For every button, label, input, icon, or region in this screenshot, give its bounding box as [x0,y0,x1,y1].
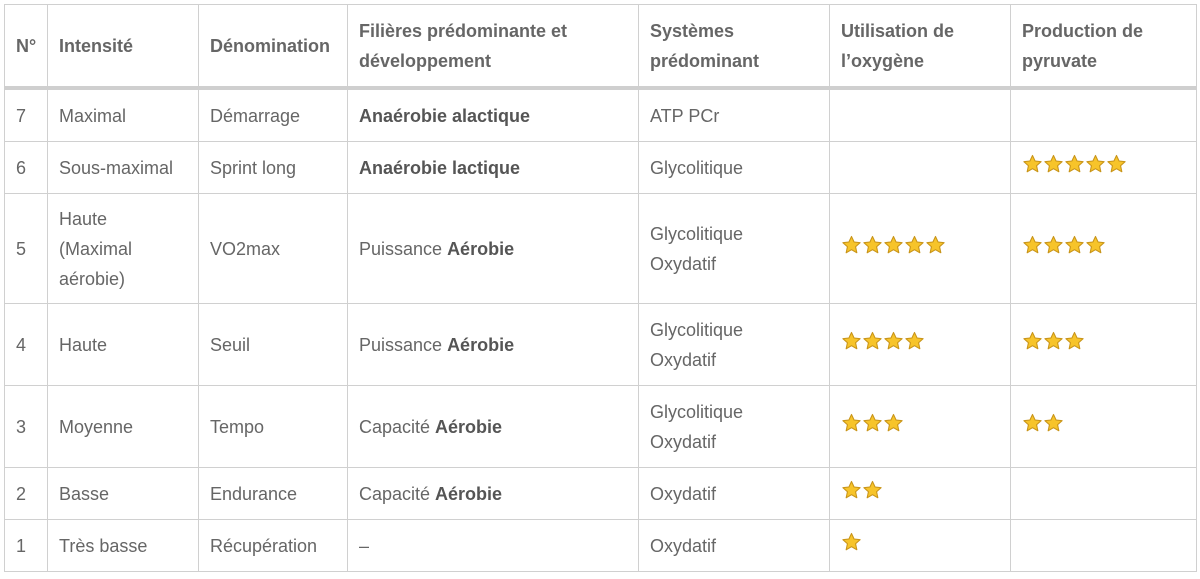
cell-num: 7 [5,88,48,142]
star-icon [1064,331,1085,351]
cell-filiere [348,386,639,468]
cell-denomination: Sprint long [199,142,348,194]
intensite-text: Sous-maximal [59,157,174,178]
filiere-prefix: Puissance [359,334,448,355]
table-row [5,194,1197,304]
star-icon [1022,235,1043,255]
intensite-text: Haute [59,208,108,229]
cell-denomination: Démarrage [199,88,348,142]
star-icon [862,413,883,433]
intensite-text: (Maximal [59,238,133,259]
filiere-bold: Anaérobie lactique [359,157,521,178]
star-icon [1022,331,1043,351]
cell-systeme [639,194,830,304]
star-icon [1064,235,1085,255]
star-icon [841,413,862,433]
star-icon [904,331,925,351]
header-systemes: Systèmes prédominant [639,5,830,89]
filiere-prefix: Capacité [359,483,436,504]
pyruvate-rating [1022,235,1106,255]
table-row [5,88,1197,142]
pyruvate-rating [1022,331,1085,351]
star-icon [1022,154,1043,174]
filiere-bold: Aérobie [447,334,515,355]
filiere-prefix: – [359,535,370,556]
star-icon [883,331,904,351]
cell-num: 2 [5,468,48,520]
systeme-text: Glycolitique [650,319,744,340]
intensite-text: Haute [59,334,108,355]
header-oxygene: Utilisation de l’oxygène [830,5,1011,89]
cell-pyruvate [1011,304,1197,386]
cell-filiere [348,304,639,386]
cell-filiere [348,88,639,142]
table-row [5,386,1197,468]
cell-intensite [48,468,199,520]
star-icon [1043,413,1064,433]
star-icon [841,532,862,552]
header-pyruvate: Production de pyruvate [1011,5,1197,89]
cell-systeme [639,304,830,386]
intensite-text: Basse [59,483,110,504]
oxygene-rating [841,235,946,255]
cell-oxygene [830,88,1011,142]
star-icon [1043,154,1064,174]
cell-num: 1 [5,520,48,572]
cell-pyruvate [1011,468,1197,520]
systeme-text: Oxydatif [650,535,717,556]
star-icon [1085,154,1106,174]
intensity-table [4,4,1197,572]
star-icon [904,235,925,255]
table-row [5,304,1197,386]
header-filieres: Filières prédominante et développement [348,5,639,89]
star-icon [1043,331,1064,351]
star-icon [1106,154,1127,174]
filiere-prefix: Capacité [359,416,436,437]
systeme-text: Oxydatif [650,253,717,274]
cell-denomination: Seuil [199,304,348,386]
cell-denomination: Endurance [199,468,348,520]
cell-pyruvate [1011,520,1197,572]
systeme-text: Glycolitique [650,157,744,178]
cell-num: 4 [5,304,48,386]
cell-pyruvate [1011,194,1197,304]
star-icon [883,235,904,255]
filiere-bold: Aérobie [435,483,503,504]
systeme-text: Oxydatif [650,431,717,452]
cell-oxygene [830,386,1011,468]
table-row [5,142,1197,194]
cell-intensite [48,304,199,386]
star-icon [1022,413,1043,433]
cell-filiere [348,468,639,520]
cell-filiere [348,142,639,194]
cell-oxygene [830,304,1011,386]
cell-filiere [348,194,639,304]
table-row [5,520,1197,572]
oxygene-rating [841,480,883,500]
systeme-text: Glycolitique [650,401,744,422]
cell-denomination: Tempo [199,386,348,468]
star-icon [841,331,862,351]
star-icon [841,235,862,255]
cell-num: 3 [5,386,48,468]
star-icon [883,413,904,433]
star-icon [862,480,883,500]
cell-systeme [639,386,830,468]
star-icon [841,480,862,500]
star-icon [1043,235,1064,255]
header-denomination: Dénomination [199,5,348,89]
pyruvate-rating [1022,413,1064,433]
filiere-bold: Anaérobie alactique [359,105,531,126]
cell-intensite [48,194,199,304]
oxygene-rating [841,331,925,351]
star-icon [1064,154,1085,174]
intensite-text: Très basse [59,535,148,556]
cell-pyruvate [1011,142,1197,194]
star-icon [925,235,946,255]
cell-denomination: Récupération [199,520,348,572]
cell-denomination: VO2max [199,194,348,304]
star-icon [1085,235,1106,255]
systeme-text: Oxydatif [650,349,717,370]
intensite-text: Maximal [59,105,127,126]
oxygene-rating [841,532,862,552]
star-icon [862,331,883,351]
filiere-bold: Aérobie [435,416,503,437]
cell-oxygene [830,142,1011,194]
filiere-bold: Aérobie [447,238,515,259]
systeme-text: Glycolitique [650,223,744,244]
cell-filiere [348,520,639,572]
cell-pyruvate [1011,88,1197,142]
cell-intensite [48,142,199,194]
intensite-text: aérobie) [59,268,126,289]
cell-oxygene [830,520,1011,572]
header-num: N° [5,5,48,89]
cell-systeme [639,88,830,142]
cell-intensite [48,88,199,142]
star-icon [862,235,883,255]
header-row [5,5,1197,89]
cell-systeme [639,468,830,520]
oxygene-rating [841,413,904,433]
intensite-text: Moyenne [59,416,134,437]
cell-num: 6 [5,142,48,194]
systeme-text: ATP PCr [650,105,720,126]
cell-pyruvate [1011,386,1197,468]
cell-systeme [639,142,830,194]
systeme-text: Oxydatif [650,483,717,504]
table-row [5,468,1197,520]
pyruvate-rating [1022,154,1127,174]
cell-num: 5 [5,194,48,304]
cell-systeme [639,520,830,572]
filiere-prefix: Puissance [359,238,448,259]
cell-intensite [48,520,199,572]
cell-oxygene [830,194,1011,304]
cell-oxygene [830,468,1011,520]
header-intensite: Intensité [48,5,199,89]
cell-intensite [48,386,199,468]
